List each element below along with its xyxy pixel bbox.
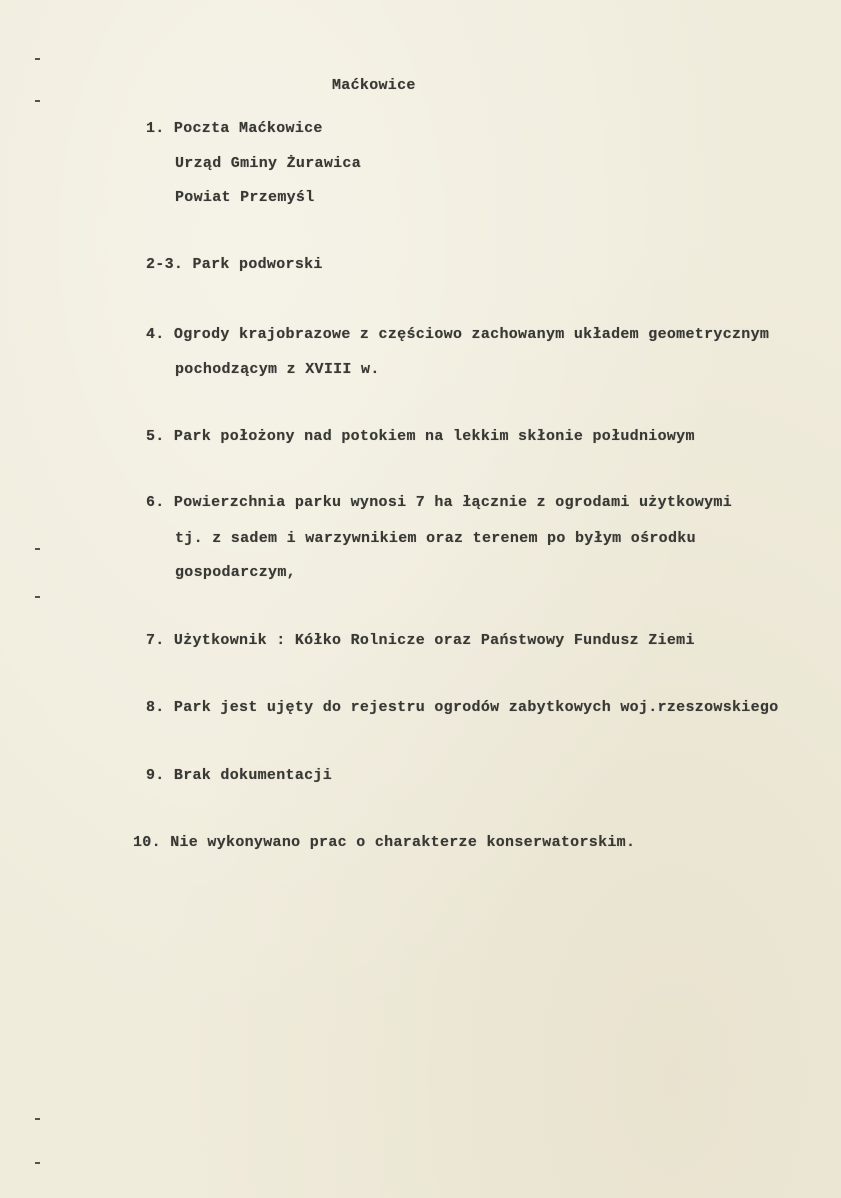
item-1-line-3: Powiat Przemyśl <box>175 189 315 206</box>
margin-mark <box>35 1118 40 1120</box>
item-8-line-1: 8. Park jest ujęty do rejestru ogrodów zabytkowych woj.rzeszowskiego <box>146 699 779 716</box>
margin-mark <box>35 100 40 102</box>
item-4-line-1: 4. Ogrody krajobrazowe z częściowo zachowanym układem geometrycznym <box>146 326 770 343</box>
item-2-3-line-1: 2-3. Park podworski <box>146 256 323 273</box>
item-1-line-2: Urząd Gminy Żurawica <box>175 155 362 172</box>
margin-mark <box>35 1162 40 1164</box>
item-5-line-1: 5. Park położony nad potokiem na lekkim skłonie południowym <box>146 428 695 445</box>
item-7-line-1: 7. Użytkownik : Kółko Rolnicze oraz Państwowy Fundusz Ziemi <box>146 632 695 649</box>
item-10-line-1: 10. Nie wykonywano prac o charakterze konserwatorskim. <box>133 834 636 851</box>
item-6-line-2: tj. z sadem i warzywnikiem oraz terenem po byłym ośrodku <box>175 530 696 547</box>
item-1-line-1: 1. Poczta Maćkowice <box>146 120 323 137</box>
margin-mark <box>35 548 40 550</box>
item-6-line-3: gospodarczym, <box>175 564 296 581</box>
item-4-line-2: pochodzącym z XVIII w. <box>175 361 380 378</box>
margin-mark <box>35 596 40 598</box>
document-title: Maćkowice <box>332 77 416 94</box>
item-6-line-1: 6. Powierzchnia parku wynosi 7 ha łącznie z ogrodami użytkowymi <box>146 494 732 511</box>
margin-mark <box>35 58 40 60</box>
item-9-line-1: 9. Brak dokumentacji <box>146 767 333 784</box>
